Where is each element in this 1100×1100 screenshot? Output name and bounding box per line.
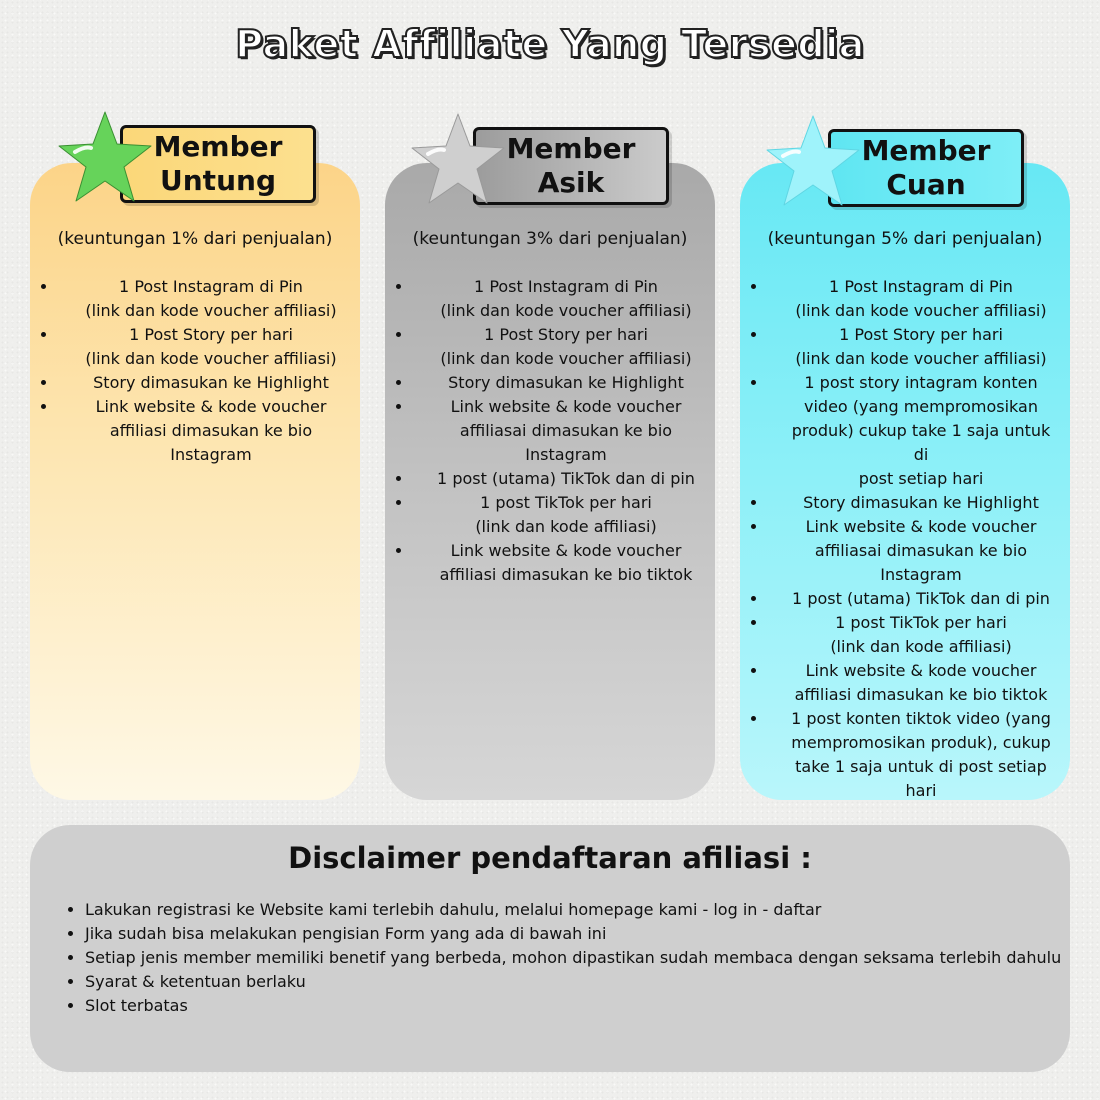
benefit-item (413, 491, 705, 539)
benefit-item (768, 275, 1060, 323)
card-subtitle: (keuntungan 1% dari penjualan) (57, 229, 333, 249)
benefit-line: produk) cukup take 1 saja untuk di (791, 421, 1051, 464)
benefit-item (413, 539, 705, 587)
benefit-line: affiliasi dimasukan ke bio tiktok (439, 565, 693, 584)
benefit-item (413, 467, 705, 491)
benefit-item (413, 323, 705, 371)
benefit-line: (link dan kode affiliasi) (830, 637, 1012, 656)
benefit-line: Link website & kode voucher (95, 397, 327, 416)
member-name-line1: Member (153, 130, 283, 163)
benefit-item (768, 587, 1060, 611)
star-icon (763, 112, 863, 212)
disclaimer-list (30, 898, 1061, 1018)
member-name-line2: Untung (160, 164, 276, 197)
star-icon (408, 110, 508, 210)
benefit-line: mempromosikan produk), cukup (791, 733, 1051, 752)
benefit-item (768, 659, 1060, 707)
benefit-line: affiliasai dimasukan ke bio (459, 421, 673, 440)
benefit-line: Story dimasukan ke Highlight (448, 373, 684, 392)
benefit-line: Link website & kode voucher (450, 541, 682, 560)
benefit-line: 1 Post Story per hari (484, 325, 648, 344)
benefit-item (58, 395, 350, 467)
benefit-list (740, 275, 1070, 803)
disclaimer-item: • Setiap jenis member memiliki benetif yang berbeda, mohon dipastikan sudah membaca dengan seksama terlebih dahulu (85, 946, 1061, 970)
benefit-line: 1 Post Instagram di Pin (119, 277, 303, 296)
benefit-line: 1 Post Instagram di Pin (829, 277, 1013, 296)
benefit-line: 1 Post Story per hari (129, 325, 293, 344)
page-title: Paket Affiliate Yang Tersedia (235, 22, 865, 66)
benefit-line: 1 post TikTok per hari (835, 613, 1007, 632)
benefit-line: 1 post (utama) TikTok dan di pin (792, 589, 1050, 608)
benefit-line: video (yang mempromosikan (804, 397, 1038, 416)
card-member-untung (30, 163, 360, 800)
star-icon (55, 108, 155, 208)
benefit-line: (link dan kode voucher affiliasi) (85, 301, 337, 320)
benefit-line: 1 post story intagram konten (804, 373, 1038, 392)
benefit-item (413, 395, 705, 467)
benefit-item (413, 275, 705, 323)
disclaimer-title: Disclaimer pendaftaran afiliasi : (288, 841, 812, 875)
benefit-item (768, 491, 1060, 515)
disclaimer-panel (30, 825, 1070, 1072)
benefit-item (768, 515, 1060, 587)
benefit-item (768, 611, 1060, 659)
card-member-cuan (740, 163, 1070, 800)
benefit-line: (link dan kode voucher affiliasi) (85, 349, 337, 368)
benefit-line: (link dan kode affiliasi) (475, 517, 657, 536)
disclaimer-item: • Jika sudah bisa melakukan pengisian Form yang ada di bawah ini (85, 922, 1061, 946)
benefit-line: hari (905, 781, 937, 800)
benefit-line: Link website & kode voucher (805, 661, 1037, 680)
benefit-line: Story dimasukan ke Highlight (93, 373, 329, 392)
benefit-list (385, 275, 715, 587)
benefit-line: Link website & kode voucher (805, 517, 1037, 536)
benefit-line: (link dan kode voucher affiliasi) (440, 349, 692, 368)
benefit-item (58, 371, 350, 395)
benefit-line: take 1 saja untuk di post setiap (795, 757, 1047, 776)
member-name-line1: Member (861, 134, 991, 167)
benefit-item (58, 323, 350, 371)
benefit-line: (link dan kode voucher affiliasi) (795, 349, 1047, 368)
member-name-line2: Cuan (886, 168, 966, 201)
disclaimer-item: • Syarat & ketentuan berlaku (85, 970, 1061, 994)
benefit-line: Link website & kode voucher (450, 397, 682, 416)
benefit-item (768, 707, 1060, 803)
benefit-line: (link dan kode voucher affiliasi) (795, 301, 1047, 320)
benefit-item (413, 371, 705, 395)
disclaimer-item: • Lakukan registrasi ke Website kami terlebih dahulu, melalui homepage kami - log in - daftar (85, 898, 1061, 922)
card-subtitle: (keuntungan 3% dari penjualan) (412, 229, 688, 249)
benefit-line: 1 post TikTok per hari (480, 493, 652, 512)
benefit-line: affiliasai dimasukan ke bio (814, 541, 1028, 560)
member-name-line2: Asik (537, 166, 605, 199)
benefit-item (768, 323, 1060, 371)
card-member-asik (385, 163, 715, 800)
benefit-line: 1 post (utama) TikTok dan di pin (437, 469, 695, 488)
benefit-line: affiliasi dimasukan ke bio (109, 421, 313, 440)
benefit-line: 1 Post Instagram di Pin (474, 277, 658, 296)
benefit-line: 1 Post Story per hari (839, 325, 1003, 344)
benefit-line: post setiap hari (858, 469, 984, 488)
card-subtitle: (keuntungan 5% dari penjualan) (767, 229, 1043, 249)
benefit-line: Instagram (170, 445, 252, 464)
benefit-item (768, 371, 1060, 491)
benefit-list (30, 275, 360, 467)
benefit-line: affiliasi dimasukan ke bio tiktok (794, 685, 1048, 704)
benefit-item (58, 275, 350, 323)
benefit-line: (link dan kode voucher affiliasi) (440, 301, 692, 320)
benefit-line: Instagram (525, 445, 607, 464)
benefit-line: 1 post konten tiktok video (yang (791, 709, 1051, 728)
benefit-line: Story dimasukan ke Highlight (803, 493, 1039, 512)
member-name-line1: Member (506, 132, 636, 165)
disclaimer-item: • Slot terbatas (85, 994, 1061, 1018)
benefit-line: Instagram (880, 565, 962, 584)
